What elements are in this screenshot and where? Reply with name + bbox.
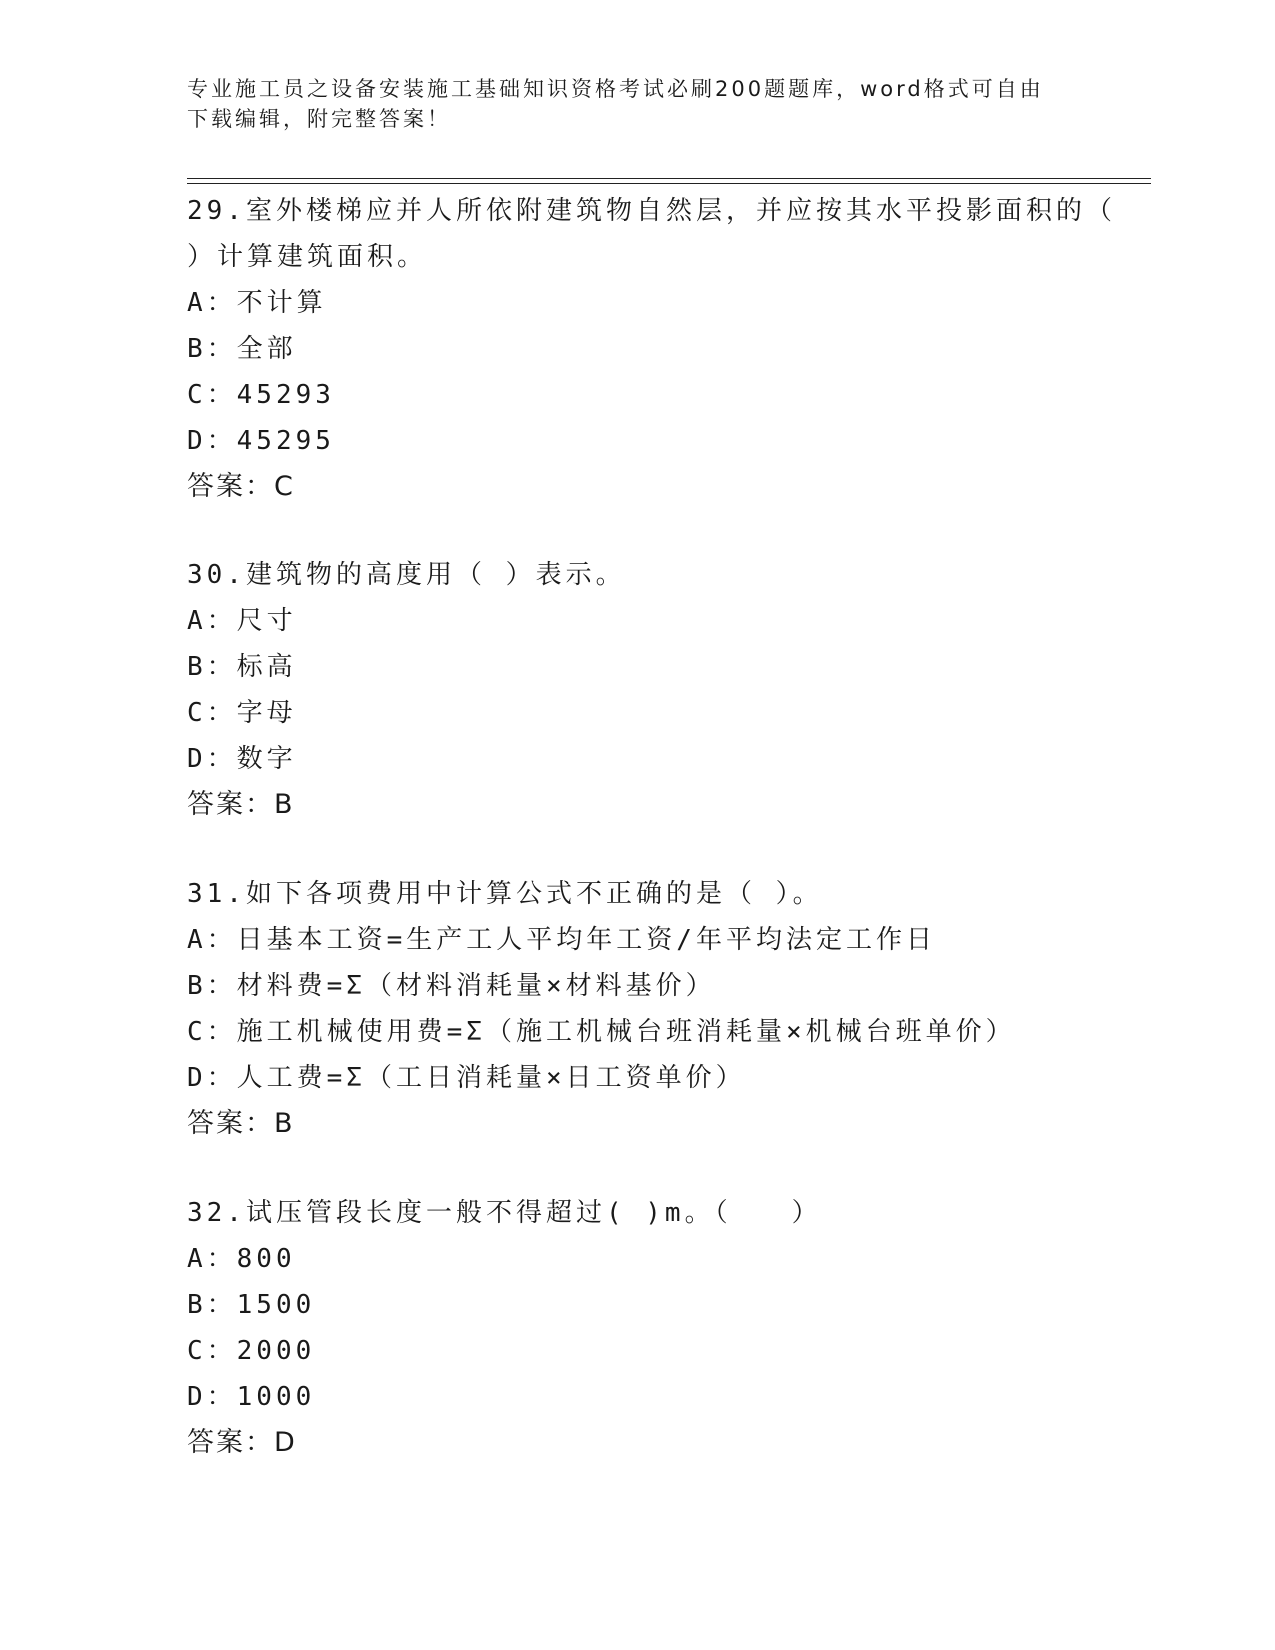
option-a: A：800 [187,1244,296,1274]
option-d: D：45295 [187,426,335,456]
header-divider-bottom [187,183,1151,184]
answer-line: 答案：D [187,1427,297,1458]
question-stem: 32.试压管段长度一般不得超过( )m。（ ） [187,1198,822,1228]
option-b: B：标高 [187,652,297,682]
answer-line: 答案：B [187,789,295,820]
question-31 [187,871,1087,1147]
option-a: A：不计算 [187,288,327,318]
question-stem: 30.建筑物的高度用（ ）表示。 [187,560,626,590]
option-b: B：1500 [187,1290,316,1320]
document-header [187,74,1067,134]
option-c: C：施工机械使用费=Σ（施工机械台班消耗量×机械台班单价） [187,1017,1016,1047]
question-30 [187,552,1087,828]
header-line-1: 专业施工员之设备安装施工基础知识资格考试必刷200题题库，word格式可自由 [187,77,1044,101]
question-29 [187,188,1116,510]
header-line-2: 下载编辑，附完整答案！ [187,107,451,131]
answer-line: 答案：B [187,1108,295,1139]
option-d: D：1000 [187,1382,316,1412]
option-a: A：尺寸 [187,606,297,636]
question-stem-continued: ）计算建筑面积。 [187,242,428,272]
answer-line: 答案：C [187,471,295,502]
option-b: B：全部 [187,334,297,364]
option-d: D：人工费=Σ（工日消耗量×日工资单价） [187,1063,746,1093]
option-d: D：数字 [187,744,297,774]
header-divider-top [187,178,1151,179]
question-stem: 29.室外楼梯应并人所依附建筑物自然层，并应按其水平投影面积的（ [187,196,1116,226]
option-c: C：45293 [187,380,335,410]
option-c: C：字母 [187,698,297,728]
option-b: B：材料费=Σ（材料消耗量×材料基价） [187,971,716,1001]
option-c: C：2000 [187,1336,316,1366]
question-stem: 31.如下各项费用中计算公式不正确的是（ ）。 [187,879,823,909]
question-32 [187,1190,1087,1466]
option-a: A：日基本工资=生产工人平均年工资/年平均法定工作日 [187,925,936,955]
